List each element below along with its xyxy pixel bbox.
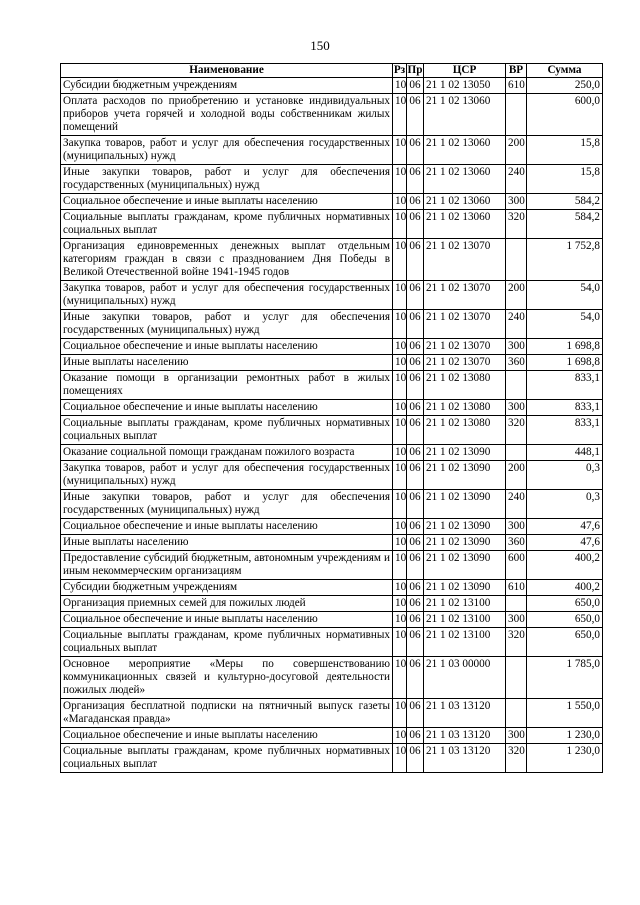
table-row (61, 461, 603, 490)
row-name-cell: Основное мероприятие «Меры по совершенствованию коммуникационных связей и культурно-досуговой деятельности пожилых людей» (61, 657, 393, 699)
row-vr-cell: 300 (506, 400, 527, 416)
row-name-cell: Иные закупки товаров, работ и услуг для обеспечения государственных (муниципальных) нужд (61, 310, 393, 339)
row-name-cell: Социальное обеспечение и иные выплаты населению (61, 519, 393, 535)
row-csr-cell: 21 1 02 13070 (424, 239, 506, 281)
row-name-cell: Социальное обеспечение и иные выплаты населению (61, 612, 393, 628)
row-vr-cell: 320 (506, 744, 527, 773)
row-sum-cell: 1 752,8 (527, 239, 603, 281)
row-name-cell: Организация единовременных денежных выплат отдельным категориям граждан в связи с празднованием Дня Победы в Великой Отечественной войне 1941-1945 годов (61, 239, 393, 281)
row-vr-cell: 320 (506, 416, 527, 445)
row-vr-cell: 320 (506, 210, 527, 239)
row-rz-cell: 10 (393, 371, 407, 400)
table-row (61, 194, 603, 210)
row-vr-cell: 240 (506, 165, 527, 194)
row-csr-cell: 21 1 02 13080 (424, 416, 506, 445)
row-sum-cell: 584,2 (527, 210, 603, 239)
row-vr-cell: 360 (506, 355, 527, 371)
row-rz-cell: 10 (393, 400, 407, 416)
table-row (61, 94, 603, 136)
row-name-cell: Социальные выплаты гражданам, кроме публичных нормативных социальных выплат (61, 416, 393, 445)
row-rz-cell: 10 (393, 519, 407, 535)
header-name: Наименование (61, 64, 393, 78)
row-pr-cell: 06 (407, 699, 424, 728)
row-csr-cell: 21 1 02 13070 (424, 339, 506, 355)
row-pr-cell: 06 (407, 310, 424, 339)
row-rz-cell: 10 (393, 699, 407, 728)
row-name-cell: Закупка товаров, работ и услуг для обеспечения государственных (муниципальных) нужд (61, 136, 393, 165)
row-csr-cell: 21 1 02 13090 (424, 461, 506, 490)
row-name-cell: Иные выплаты населению (61, 535, 393, 551)
row-pr-cell: 06 (407, 281, 424, 310)
row-vr-cell: 240 (506, 490, 527, 519)
row-csr-cell: 21 1 02 13080 (424, 371, 506, 400)
row-vr-cell (506, 371, 527, 400)
row-vr-cell: 240 (506, 310, 527, 339)
table-row (61, 355, 603, 371)
row-csr-cell: 21 1 03 13120 (424, 744, 506, 773)
row-pr-cell: 06 (407, 400, 424, 416)
table-row (61, 596, 603, 612)
row-rz-cell: 10 (393, 657, 407, 699)
row-rz-cell: 10 (393, 445, 407, 461)
table-row (61, 310, 603, 339)
header-csr: ЦСР (424, 64, 506, 78)
row-rz-cell: 10 (393, 461, 407, 490)
row-rz-cell: 10 (393, 136, 407, 165)
row-sum-cell: 584,2 (527, 194, 603, 210)
row-name-cell: Организация приемных семей для пожилых людей (61, 596, 393, 612)
row-sum-cell: 650,0 (527, 596, 603, 612)
row-pr-cell: 06 (407, 744, 424, 773)
row-vr-cell: 610 (506, 580, 527, 596)
row-csr-cell: 21 1 02 13070 (424, 355, 506, 371)
row-sum-cell: 400,2 (527, 551, 603, 580)
row-csr-cell: 21 1 03 00000 (424, 657, 506, 699)
row-pr-cell: 06 (407, 239, 424, 281)
table-row (61, 339, 603, 355)
row-pr-cell: 06 (407, 551, 424, 580)
row-csr-cell: 21 1 02 13080 (424, 400, 506, 416)
row-rz-cell: 10 (393, 339, 407, 355)
row-sum-cell: 400,2 (527, 580, 603, 596)
row-csr-cell: 21 1 02 13090 (424, 580, 506, 596)
row-name-cell: Оплата расходов по приобретению и установке индивидуальных приборов учета горячей и холодной воды собственникам жилых помещений (61, 94, 393, 136)
header-pr: Пр (407, 64, 423, 76)
row-vr-cell: 360 (506, 535, 527, 551)
row-vr-cell: 300 (506, 339, 527, 355)
row-sum-cell: 0,3 (527, 461, 603, 490)
header-vr: ВР (506, 64, 527, 78)
row-csr-cell: 21 1 03 13120 (424, 728, 506, 744)
header-sum: Сумма (527, 64, 603, 78)
row-pr-cell: 06 (407, 612, 424, 628)
header-rz: Рз (393, 64, 406, 76)
row-sum-cell: 650,0 (527, 612, 603, 628)
row-sum-cell: 15,8 (527, 136, 603, 165)
row-sum-cell: 250,0 (527, 78, 603, 94)
row-vr-cell (506, 445, 527, 461)
row-rz-cell: 10 (393, 551, 407, 580)
row-sum-cell: 833,1 (527, 371, 603, 400)
row-vr-cell (506, 94, 527, 136)
row-sum-cell: 15,8 (527, 165, 603, 194)
row-rz-cell: 10 (393, 628, 407, 657)
row-rz-cell: 10 (393, 210, 407, 239)
row-sum-cell: 1 785,0 (527, 657, 603, 699)
row-vr-cell: 200 (506, 136, 527, 165)
row-csr-cell: 21 1 02 13060 (424, 136, 506, 165)
row-pr-cell: 06 (407, 519, 424, 535)
table-row (61, 210, 603, 239)
row-rz-cell: 10 (393, 281, 407, 310)
row-sum-cell: 650,0 (527, 628, 603, 657)
row-sum-cell: 0,3 (527, 490, 603, 519)
row-csr-cell: 21 1 02 13070 (424, 310, 506, 339)
table-body (61, 78, 603, 773)
row-name-cell: Закупка товаров, работ и услуг для обеспечения государственных (муниципальных) нужд (61, 281, 393, 310)
row-name-cell: Социальные выплаты гражданам, кроме публичных нормативных социальных выплат (61, 744, 393, 773)
row-name-cell: Социальное обеспечение и иные выплаты населению (61, 728, 393, 744)
row-vr-cell: 200 (506, 461, 527, 490)
row-name-cell: Социальное обеспечение и иные выплаты населению (61, 400, 393, 416)
row-name-cell: Социальные выплаты гражданам, кроме публичных нормативных социальных выплат (61, 628, 393, 657)
table-header-row (61, 64, 603, 78)
row-name-cell: Иные закупки товаров, работ и услуг для обеспечения государственных (муниципальных) нужд (61, 165, 393, 194)
row-vr-cell: 300 (506, 194, 527, 210)
row-pr-cell: 06 (407, 657, 424, 699)
budget-table (60, 63, 603, 773)
row-name-cell: Социальное обеспечение и иные выплаты населению (61, 339, 393, 355)
row-rz-cell: 10 (393, 596, 407, 612)
row-csr-cell: 21 1 02 13090 (424, 519, 506, 535)
row-pr-cell: 06 (407, 339, 424, 355)
row-vr-cell (506, 596, 527, 612)
row-rz-cell: 10 (393, 239, 407, 281)
row-pr-cell: 06 (407, 728, 424, 744)
row-pr-cell: 06 (407, 461, 424, 490)
row-vr-cell (506, 239, 527, 281)
row-csr-cell: 21 1 02 13060 (424, 210, 506, 239)
row-rz-cell: 10 (393, 165, 407, 194)
table-row (61, 445, 603, 461)
row-pr-cell: 06 (407, 580, 424, 596)
row-vr-cell: 600 (506, 551, 527, 580)
row-sum-cell: 47,6 (527, 535, 603, 551)
row-name-cell: Предоставление субсидий бюджетным, автономным учреждениям и иным некоммерческим организациям (61, 551, 393, 580)
row-pr-cell: 06 (407, 596, 424, 612)
row-sum-cell: 1 698,8 (527, 355, 603, 371)
row-rz-cell: 10 (393, 728, 407, 744)
row-pr-cell: 06 (407, 210, 424, 239)
row-sum-cell: 47,6 (527, 519, 603, 535)
row-vr-cell: 300 (506, 519, 527, 535)
row-vr-cell (506, 699, 527, 728)
table-row (61, 657, 603, 699)
row-pr-cell: 06 (407, 535, 424, 551)
row-pr-cell: 06 (407, 371, 424, 400)
page-number: 150 (310, 38, 330, 53)
row-sum-cell: 1 698,8 (527, 339, 603, 355)
table-row (61, 281, 603, 310)
row-pr-cell: 06 (407, 94, 424, 136)
table-row (61, 551, 603, 580)
row-name-cell: Иные выплаты населению (61, 355, 393, 371)
row-pr-cell: 06 (407, 445, 424, 461)
row-csr-cell: 21 1 02 13100 (424, 628, 506, 657)
row-vr-cell: 300 (506, 612, 527, 628)
row-rz-cell: 10 (393, 94, 407, 136)
table-row (61, 490, 603, 519)
row-sum-cell: 833,1 (527, 416, 603, 445)
row-name-cell: Социальные выплаты гражданам, кроме публичных нормативных социальных выплат (61, 210, 393, 239)
row-sum-cell: 54,0 (527, 281, 603, 310)
table-row (61, 535, 603, 551)
row-csr-cell: 21 1 02 13050 (424, 78, 506, 94)
row-pr-cell: 06 (407, 194, 424, 210)
row-csr-cell: 21 1 02 13090 (424, 445, 506, 461)
row-sum-cell: 448,1 (527, 445, 603, 461)
row-csr-cell: 21 1 02 13060 (424, 94, 506, 136)
table-row (61, 699, 603, 728)
table-row (61, 728, 603, 744)
row-name-cell: Закупка товаров, работ и услуг для обеспечения государственных (муниципальных) нужд (61, 461, 393, 490)
row-vr-cell (506, 657, 527, 699)
row-csr-cell: 21 1 02 13060 (424, 194, 506, 210)
row-name-cell: Оказание помощи в организации ремонтных работ в жилых помещениях (61, 371, 393, 400)
row-rz-cell: 10 (393, 535, 407, 551)
row-pr-cell: 06 (407, 355, 424, 371)
row-csr-cell: 21 1 02 13090 (424, 490, 506, 519)
table-row (61, 78, 603, 94)
row-rz-cell: 10 (393, 78, 407, 94)
row-csr-cell: 21 1 02 13100 (424, 612, 506, 628)
row-name-cell: Социальное обеспечение и иные выплаты населению (61, 194, 393, 210)
row-vr-cell: 300 (506, 728, 527, 744)
table-row (61, 580, 603, 596)
row-rz-cell: 10 (393, 612, 407, 628)
row-sum-cell: 1 230,0 (527, 728, 603, 744)
row-csr-cell: 21 1 02 13100 (424, 596, 506, 612)
row-vr-cell: 320 (506, 628, 527, 657)
row-pr-cell: 06 (407, 136, 424, 165)
row-pr-cell: 06 (407, 165, 424, 194)
row-vr-cell: 610 (506, 78, 527, 94)
row-pr-cell: 06 (407, 78, 424, 94)
row-sum-cell: 1 550,0 (527, 699, 603, 728)
row-csr-cell: 21 1 02 13060 (424, 165, 506, 194)
row-csr-cell: 21 1 02 13070 (424, 281, 506, 310)
row-rz-cell: 10 (393, 355, 407, 371)
table-row (61, 628, 603, 657)
table-row (61, 612, 603, 628)
table-row (61, 136, 603, 165)
row-csr-cell: 21 1 02 13090 (424, 535, 506, 551)
table-row (61, 239, 603, 281)
row-name-cell: Организация бесплатной подписки на пятничный выпуск газеты «Магаданская правда» (61, 699, 393, 728)
row-sum-cell: 833,1 (527, 400, 603, 416)
row-rz-cell: 10 (393, 744, 407, 773)
row-vr-cell: 200 (506, 281, 527, 310)
table-row (61, 371, 603, 400)
row-rz-cell: 10 (393, 310, 407, 339)
table-row (61, 165, 603, 194)
row-rz-cell: 10 (393, 416, 407, 445)
row-csr-cell: 21 1 02 13090 (424, 551, 506, 580)
row-csr-cell: 21 1 03 13120 (424, 699, 506, 728)
row-sum-cell: 1 230,0 (527, 744, 603, 773)
row-pr-cell: 06 (407, 628, 424, 657)
row-name-cell: Субсидии бюджетным учреждениям (61, 580, 393, 596)
row-rz-cell: 10 (393, 490, 407, 519)
row-name-cell: Иные закупки товаров, работ и услуг для обеспечения государственных (муниципальных) нужд (61, 490, 393, 519)
row-name-cell: Оказание социальной помощи гражданам пожилого возраста (61, 445, 393, 461)
row-rz-cell: 10 (393, 194, 407, 210)
table-row (61, 400, 603, 416)
row-sum-cell: 54,0 (527, 310, 603, 339)
row-pr-cell: 06 (407, 490, 424, 519)
table-row (61, 744, 603, 773)
row-pr-cell: 06 (407, 416, 424, 445)
table-row (61, 519, 603, 535)
table-row (61, 416, 603, 445)
row-rz-cell: 10 (393, 580, 407, 596)
row-sum-cell: 600,0 (527, 94, 603, 136)
row-name-cell: Субсидии бюджетным учреждениям (61, 78, 393, 94)
